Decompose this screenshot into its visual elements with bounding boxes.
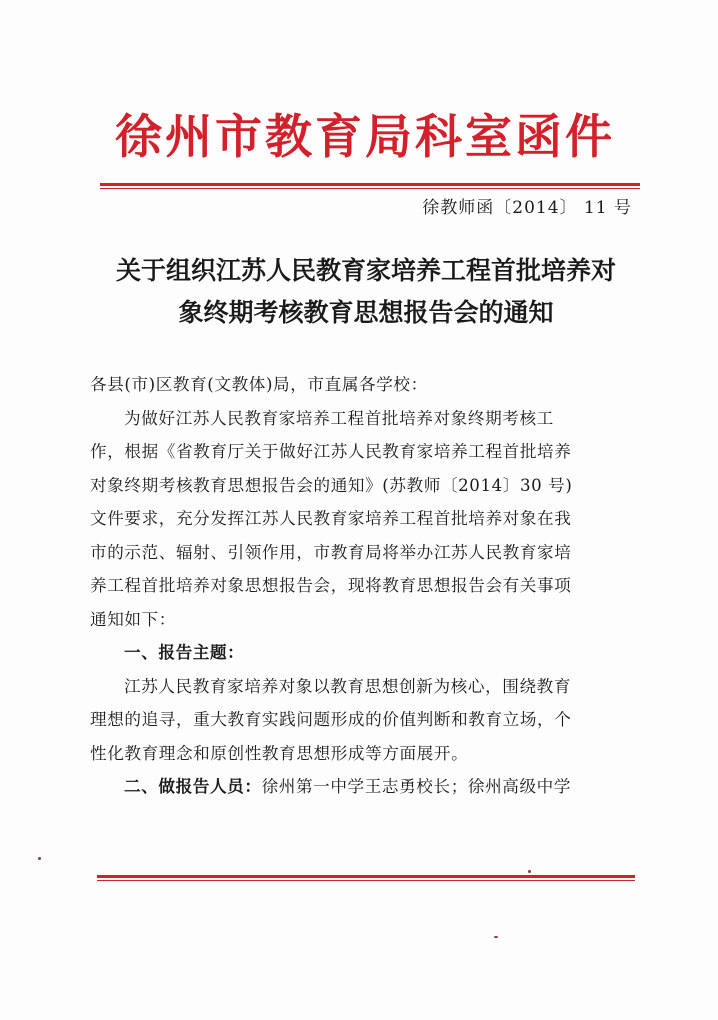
masthead-rule bbox=[100, 183, 640, 190]
paragraph-1-line: 作，根据《省教育厅关于做好江苏人民教育家培养工程首批培养 bbox=[90, 442, 572, 461]
paragraph-1-line: 市的示范、辐射、引领作用，市教育局将举办江苏人民教育家培 bbox=[90, 542, 572, 562]
masthead-title: 徐州市教育局科室函件 bbox=[115, 110, 615, 165]
section-1-line: 性化教育理念和原创性教育思想形成等方面展开。 bbox=[90, 743, 469, 763]
masthead-rule-thick bbox=[100, 183, 640, 186]
scan-speck bbox=[494, 936, 498, 938]
document-title bbox=[88, 250, 644, 334]
section-1-heading: 一、报告主题： bbox=[124, 642, 245, 662]
document-body bbox=[90, 368, 642, 804]
footer-rule-thin bbox=[97, 880, 635, 881]
section-1-line: 江苏人民教育家培养对象以教育思想创新为核心，围绕教育 bbox=[124, 676, 572, 696]
paragraph-1-line: 养工程首批培养对象思想报告会，现将教育思想报告会有关事项 bbox=[90, 576, 572, 595]
footer-rule bbox=[97, 875, 635, 882]
document-title-line-2: 象终期考核教育思想报告会的通知 bbox=[178, 298, 554, 327]
footer-rule-thick bbox=[97, 875, 635, 878]
section-2-line bbox=[90, 770, 642, 804]
paragraph-1-line: 文件要求，充分发挥江苏人民教育家培养工程首批培养对象在我 bbox=[90, 509, 572, 528]
paragraph-1-line: 对象终期考核教育思想报告会的通知》(苏教师〔2014〕30 号) bbox=[90, 475, 573, 495]
scan-speck bbox=[528, 870, 531, 873]
masthead-rule-thin bbox=[100, 188, 640, 189]
paragraph-1-line: 通知如下： bbox=[90, 609, 176, 629]
paragraph-1-line: 为做好江苏人民教育家培养工程首批培养对象终期考核工 bbox=[124, 408, 554, 428]
document-title-line-1: 关于组织江苏人民教育家培养工程首批培养对 bbox=[115, 256, 616, 285]
document-number: 徐教师函〔2014〕 11 号 bbox=[422, 198, 632, 218]
section-2-heading: 二、做报告人员： bbox=[124, 776, 262, 796]
section-2-text: 徐州第一中学王志勇校长；徐州高级中学 bbox=[261, 777, 572, 796]
scan-speck bbox=[38, 857, 41, 860]
section-1-line: 理想的追寻，重大教育实践问题形成的价值判断和教育立场，个 bbox=[90, 710, 572, 729]
salutation: 各县(市)区教育(文教体)局，市直属各学校： bbox=[90, 375, 428, 394]
